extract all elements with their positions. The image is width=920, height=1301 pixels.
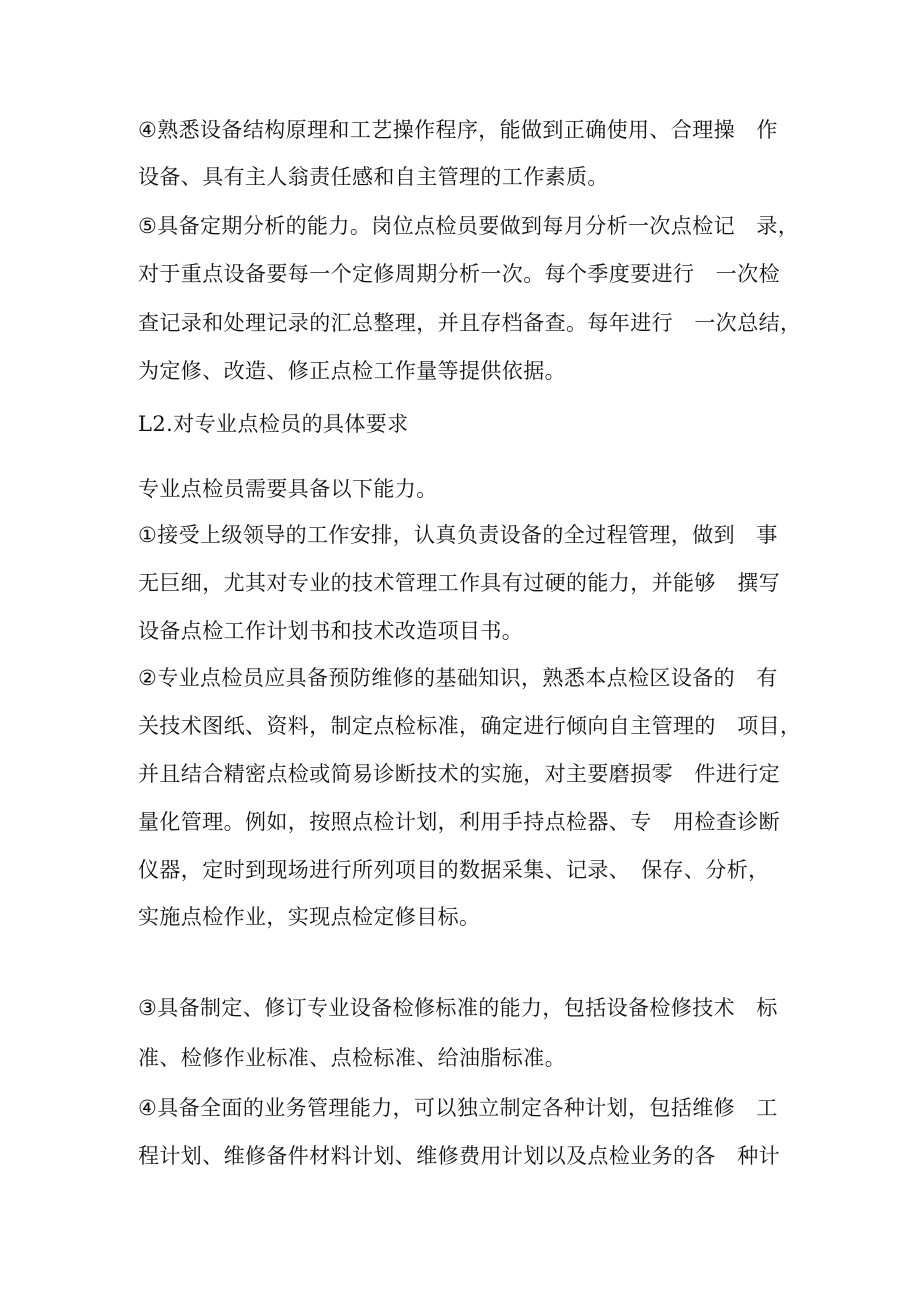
text-line: 专业点检员需要具备以下能力。	[138, 477, 438, 501]
text-line: 准、检修作业标准、点检标准、给油脂标准。	[138, 1046, 566, 1070]
text-line: ⑤具备定期分析的能力。岗位点检员要做到每月分析一次点检记 录，	[138, 214, 800, 238]
section-heading: L2.对专业点检员的具体要求	[138, 412, 409, 436]
text-line: 程计划、维修备件材料计划、维修费用计划以及点检业务的各 种计	[138, 1144, 780, 1168]
text-line: 查记录和处理记录的汇总整理，并且存档备查。每年进行 一次总结，	[138, 311, 802, 335]
text-line: 设备、具有主人翁责任感和自主管理的工作素质。	[138, 165, 609, 189]
text-line: 实施点检作业，实现点检定修目标。	[138, 905, 481, 929]
text-line: ④具备全面的业务管理能力，可以独立制定各种计划，包括维修 工	[138, 1096, 778, 1120]
text-line: ②专业点检员应具备预防维修的基础知识，熟悉本点检区设备的 有	[138, 666, 778, 690]
text-line: 关技术图纸、资料，制定点检标准，确定进行倾向自主管理的 项目，	[138, 714, 802, 738]
text-line: 量化管理。例如，按照点检计划，利用手持点检器、专 用检查诊断	[138, 810, 780, 834]
text-line: 对于重点设备要每一个定修周期分析一次。每个季度要进行 一次检	[138, 262, 780, 286]
text-line: 仪器，定时到现场进行所列项目的数据采集、记录、 保存、分析，	[138, 858, 770, 882]
text-line: 设备点检工作计划书和技术改造项目书。	[138, 619, 524, 643]
text-line: ④熟悉设备结构原理和工艺操作程序，能做到正确使用、合理操 作	[138, 118, 778, 142]
text-line: 并且结合精密点检或简易诊断技术的实施，对主要磨损零 件进行定	[138, 762, 780, 786]
text-line: ③具备制定、修订专业设备检修标准的能力，包括设备检修技术 标	[138, 996, 778, 1020]
text-line: ①接受上级领导的工作安排，认真负责设备的全过程管理，做到 事	[138, 523, 778, 547]
text-line: 无巨细，尤其对专业的技术管理工作具有过硬的能力，并能够 撰写	[138, 571, 780, 595]
text-line: 为定修、改造、修正点检工作量等提供依据。	[138, 359, 566, 383]
